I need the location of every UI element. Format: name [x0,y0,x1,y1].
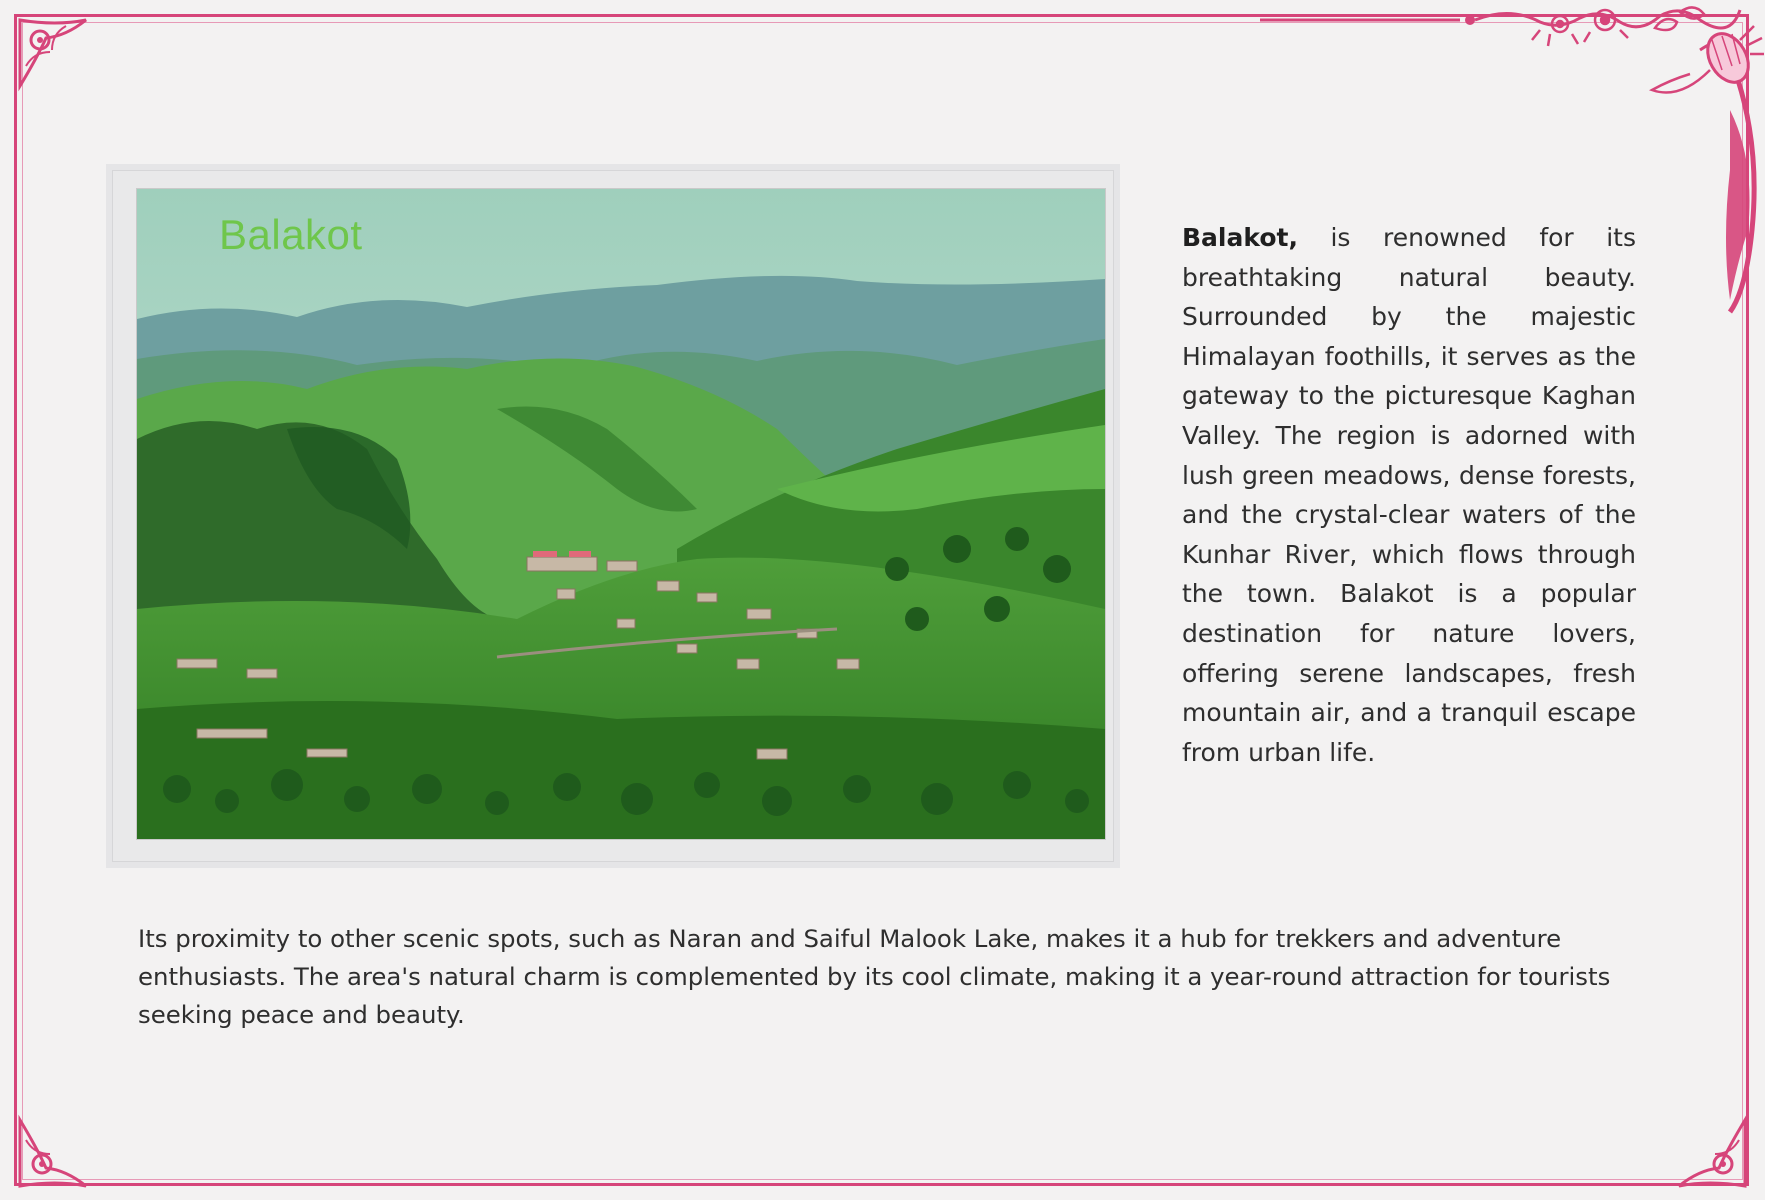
corner-ornament-bottom-left [16,1100,106,1190]
corner-ornament-top-left [16,16,106,106]
valley-landscape-image [137,189,1105,839]
postcard-photo [136,188,1106,840]
description-lead: Balakot, [1182,223,1298,252]
postcard-title: Balakot [219,211,363,258]
description-paragraph [1182,218,1636,772]
description-body: is renowned for its breathtaking natural beauty. Surrounded by the majestic Himalayan foothills, it serves as the gateway to the picturesque Kaghan Valley. The region is adorned with lush green meadows, dense forests, and the crystal-clear waters of the Kunhar River, which flows through the town. Balakot is a popular destination for nature lovers, offering serene landscapes, fresh mountain air, and a tranquil escape from urban life. [1182,223,1636,767]
corner-ornament-bottom-right [1659,1100,1749,1190]
footer-paragraph: Its proximity to other scenic spots, such as Naran and Saiful Malook Lake, makes it a hub for trekkers and adventure enthusiasts. The area's natural charm is complemented by its cool climate, making it a year-round attraction for tourists seeking peace and beauty. [138,924,1611,1029]
